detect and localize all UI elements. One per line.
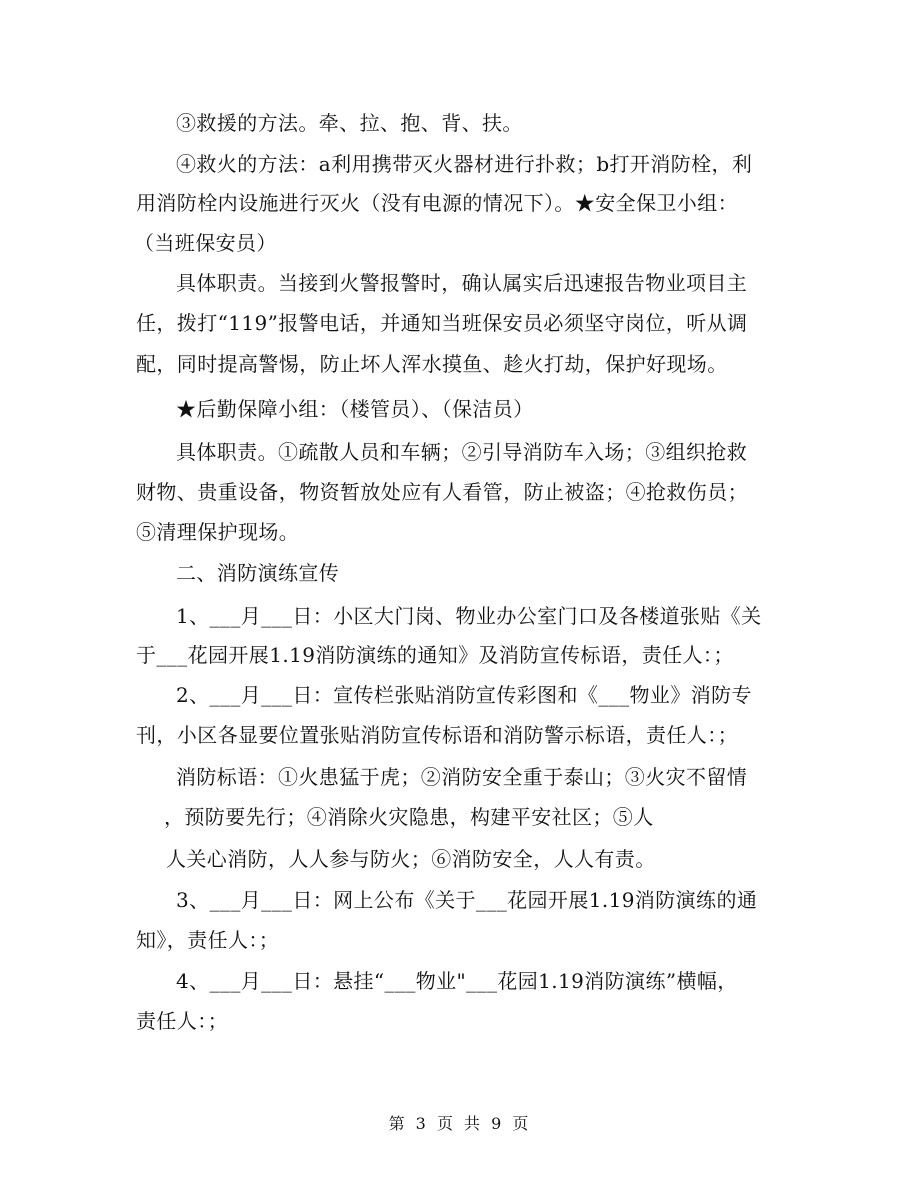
- text-line-16: 刊，小区各显要位置张贴消防宣传标语和消防警示标语，责任人：；: [136, 723, 738, 747]
- text-line-20: 3、___月___日：网上公布《关于___花园开展1.19消防演练的通: [176, 888, 758, 912]
- text-line-10: 财物、贵重设备，物资暂放处应有人看管，防止被盗；④抢救伤员；: [136, 480, 748, 504]
- text-line-3: 用消防栓内设施进行灭火（没有电源的情况下）。★安全保卫小组：: [136, 191, 738, 215]
- text-line-21: 知》，责任人：；: [136, 928, 280, 952]
- text-line-4: （当班保安员）: [134, 231, 277, 255]
- text-line-13: 1、___月___日：小区大门岗、物业办公室门口及各楼道张贴《关: [176, 604, 762, 628]
- text-line-23: 责任人：；: [136, 1009, 228, 1033]
- text-line-14: 于___花园开展1.19消防演练的通知》及消防宣传标语，责任人：；: [136, 643, 734, 667]
- text-line-7: 配，同时提高警惕，防止坏人浑水摸鱼、趁火打劫，保护好现场。: [136, 352, 728, 376]
- text-line-19: 人关心消防，人人参与防火；⑥消防安全，人人有责。: [166, 847, 656, 871]
- text-line-9: 具体职责。①疏散人员和车辆；②引导消防车入场；③组织抢救: [176, 440, 748, 464]
- text-line-18: ，预防要先行；④消除火灾隐患，构建平安社区；⑤人: [164, 805, 654, 829]
- text-line-17: 消防标语：①火患猛于虎；②消防安全重于泰山；③火灾不留情: [176, 765, 748, 789]
- text-line-22: 4、___月___日：悬挂“___物业"___花园1.19消防演练”横幅，: [176, 969, 738, 993]
- text-line-1: ③救援的方法。牵、拉、抱、背、扶。: [176, 111, 523, 135]
- section-heading: 二、消防演练宣传: [176, 561, 340, 585]
- text-line-11: ⑤清理保护现场。: [136, 520, 300, 544]
- text-line-6: 任，拨打“119”报警电话，并通知当班保安员必须坚守岗位，听从调: [136, 311, 748, 335]
- text-line-15: 2、___月___日：宣传栏张贴消防宣传彩图和《___物业》消防专: [176, 683, 752, 707]
- page-footer: 第 3 页 共 9 页: [388, 1114, 532, 1133]
- text-line-8: ★后勤保障小组：（楼管员）、（保洁员）: [176, 397, 534, 421]
- text-line-2: ④救火的方法：a利用携带灭火器材进行扑救；b打开消防栓，利: [176, 152, 753, 176]
- text-line-5: 具体职责。当接到火警报警时，确认属实后迅速报告物业项目主: [176, 271, 748, 295]
